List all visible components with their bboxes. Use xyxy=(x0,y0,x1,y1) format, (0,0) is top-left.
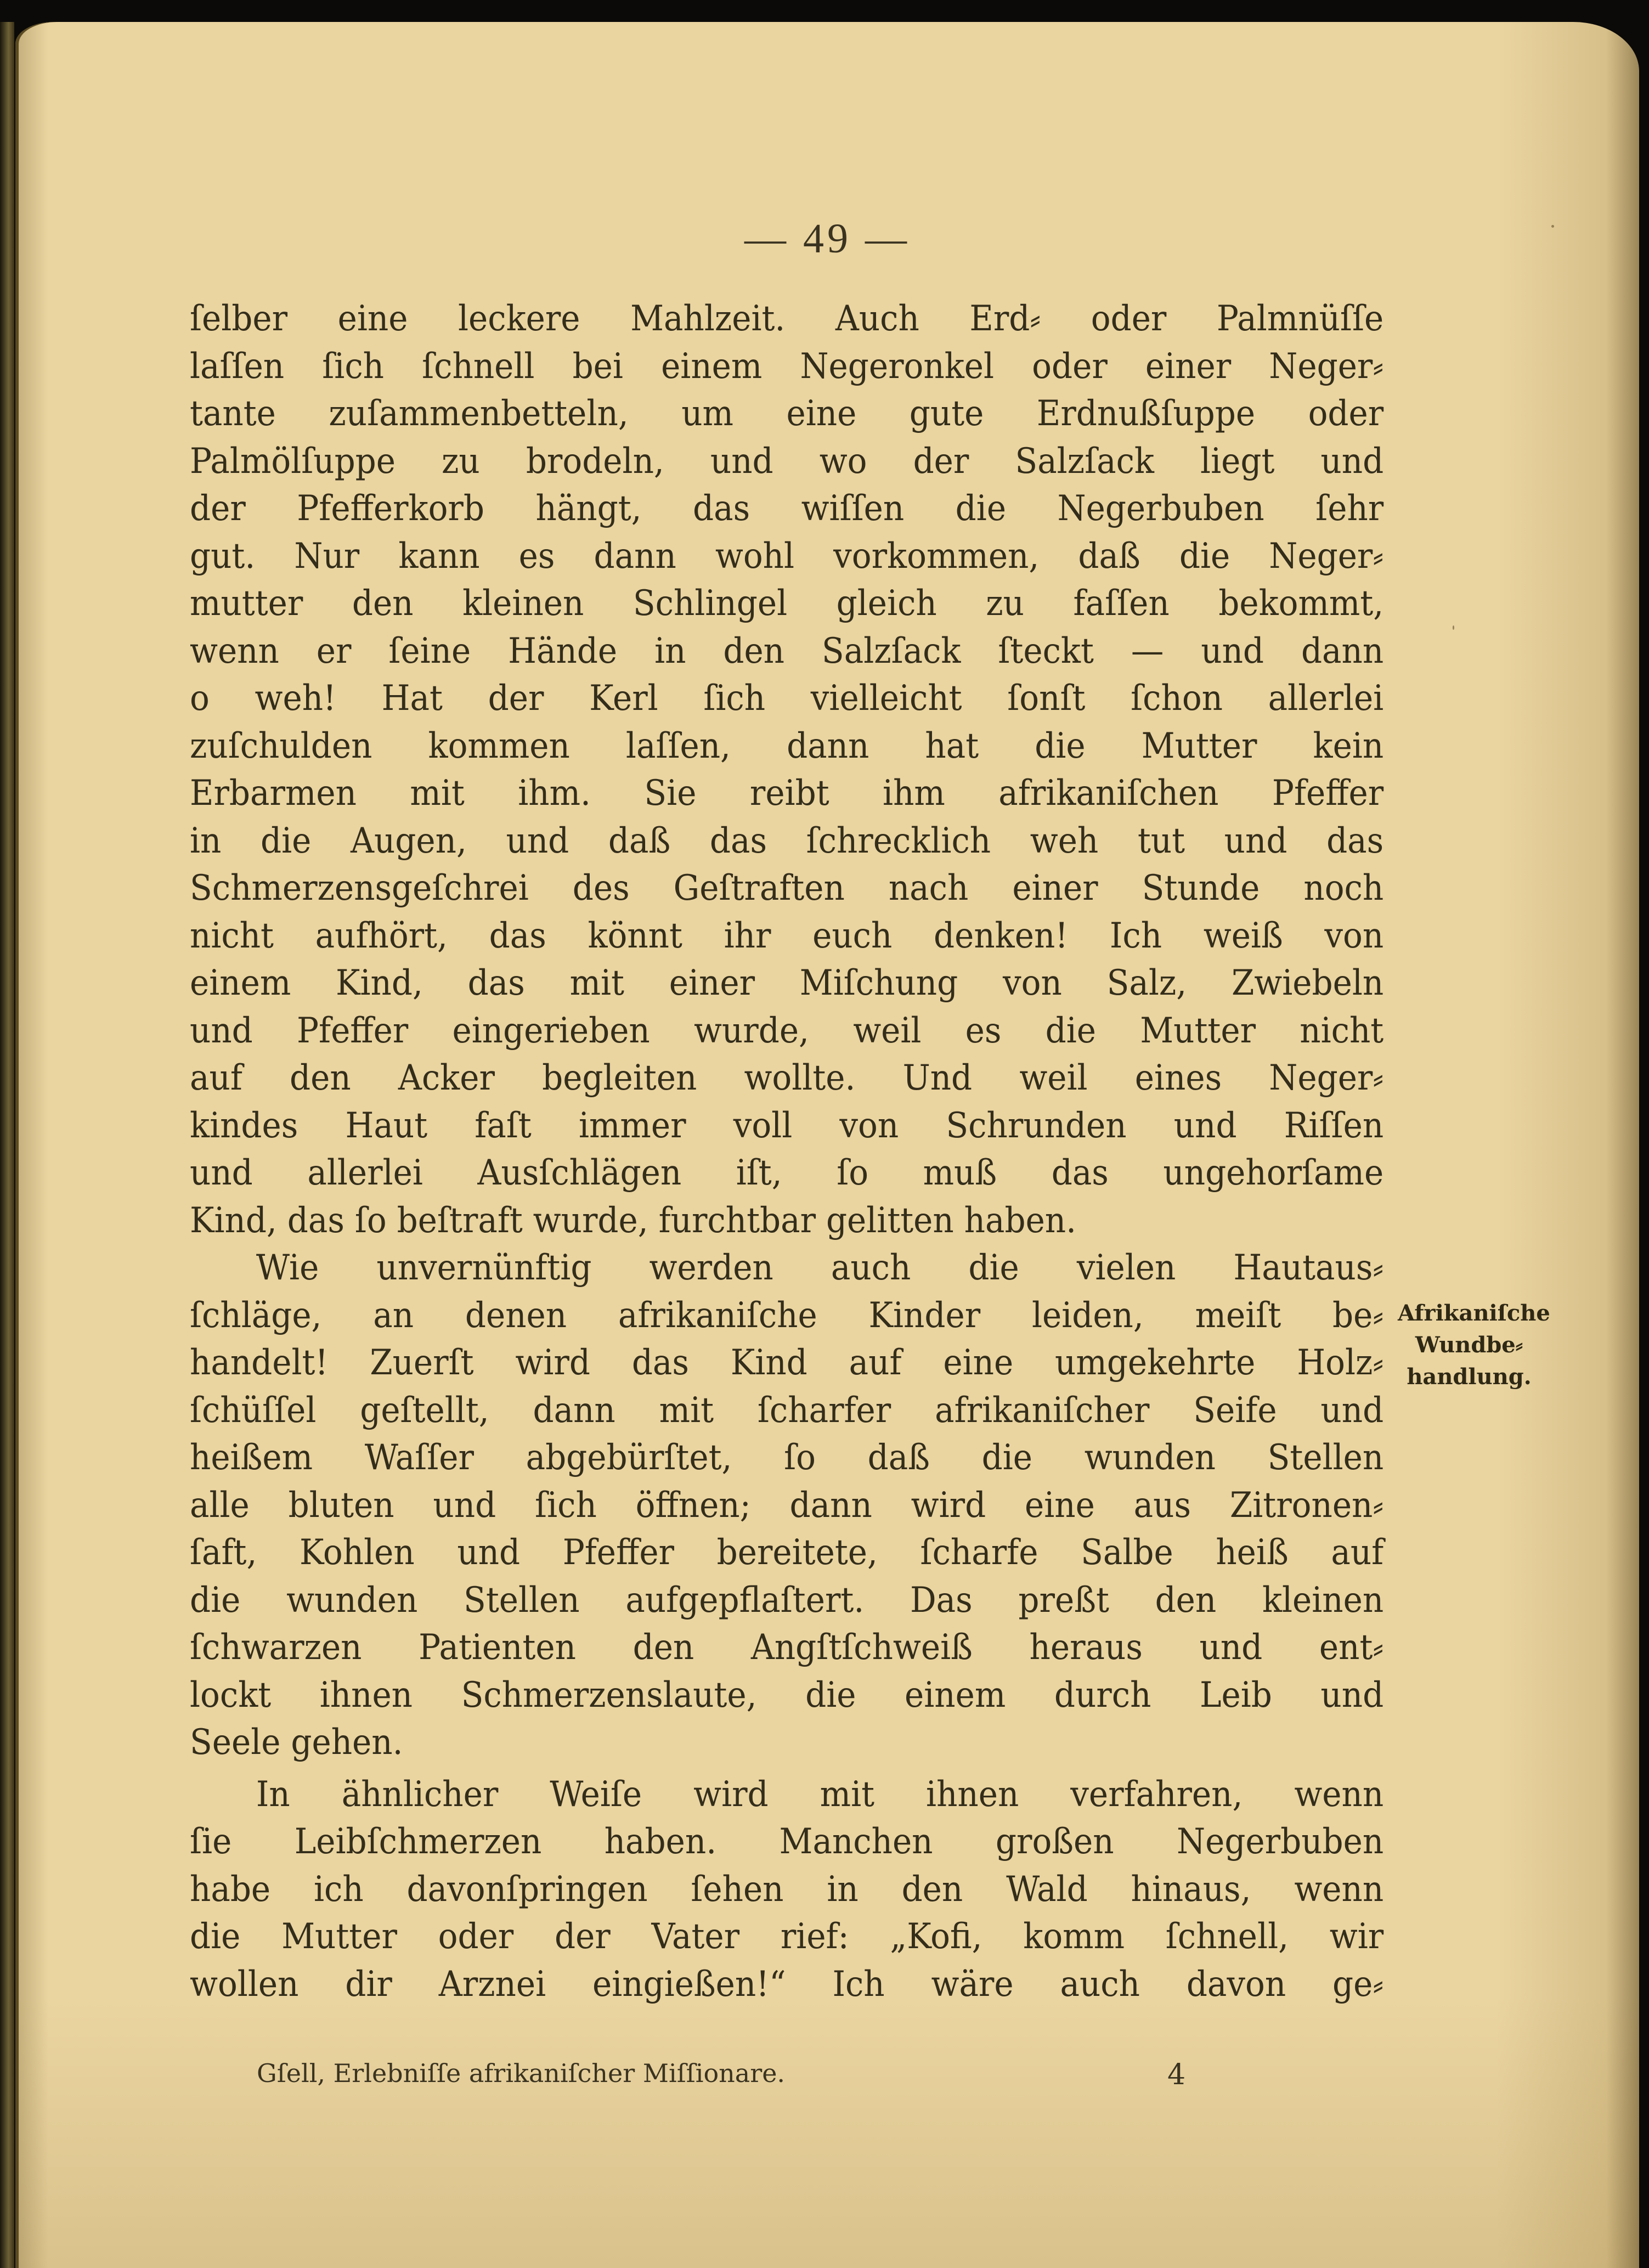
text-line: habe ich davonſpringen ſehen in den Wald hinaus, wenn xyxy=(190,1869,1384,1910)
text-line: nicht aufhört, das könnt ihr euch denken! Ich weiß von xyxy=(190,915,1384,956)
text-line: wenn er ſeine Hände in den Salzſack ſteckt — und dann xyxy=(190,630,1384,672)
text-line: ſchläge, an denen afrikaniſche Kinder leiden, meiſt be⸗ xyxy=(190,1295,1384,1336)
text-line: der Pfefferkorb hängt, das wiſſen die Negerbuben ſehr xyxy=(190,488,1384,529)
paper-speck xyxy=(1551,225,1554,228)
text-line: mutter den kleinen Schlingel gleich zu faſſen bekommt, xyxy=(190,583,1384,624)
text-line: in die Augen, und daß das ſchrecklich weh tut und das xyxy=(190,820,1384,861)
text-line: ſaft, Kohlen und Pfeffer bereitete, ſcharfe Salbe heiß auf xyxy=(190,1532,1384,1573)
text-line: einem Kind, das mit einer Miſchung von Salz, Zwiebeln xyxy=(190,963,1384,1003)
text-line: Erbarmen mit ihm. Sie reibt ihm afrikaniſchen Pfeffer xyxy=(190,773,1384,814)
text-line: ſchwarzen Patienten den Angſtſchweiß heraus und ent⸗ xyxy=(190,1627,1384,1668)
text-line: ſchüſſel geſtellt, dann mit ſcharfer afrikaniſcher Seife und xyxy=(190,1390,1384,1431)
text-line: Kind, das ſo beſtraft wurde, furchtbar gelitten haben. xyxy=(190,1200,1077,1241)
text-line: auf den Acker begleiten wollte. Und weil eines Neger⸗ xyxy=(190,1058,1384,1098)
margin-note-line: handlung. xyxy=(1407,1364,1532,1390)
text-line: Schmerzensgeſchrei des Geſtraften nach einer Stunde noch xyxy=(190,868,1384,909)
text-line: Palmölſuppe zu brodeln, und wo der Salzſack liegt und xyxy=(190,441,1384,482)
page-footer xyxy=(257,2058,1244,2102)
text-line: ſie Leibſchmerzen haben. Manchen großen Negerbuben xyxy=(190,1821,1384,1862)
text-line: kindes Haut faſt immer voll von Schrunden und Riſſen xyxy=(190,1105,1384,1146)
book-spine-edge xyxy=(0,22,14,2268)
text-line: wollen dir Arznei eingießen!“ Ich wäre auch davon ge⸗ xyxy=(190,1964,1384,2005)
text-line: gut. Nur kann es dann wohl vorkommen, daß die Neger⸗ xyxy=(190,535,1384,577)
margin-note-line: Afrikaniſche xyxy=(1398,1300,1550,1326)
footer-signature-title: Gſell, Erlebniſſe afrikaniſcher Miſſionare. xyxy=(257,2058,786,2088)
text-line: zuſchulden kommen laſſen, dann hat die Mutter kein xyxy=(190,725,1384,766)
paper-speck xyxy=(1453,625,1454,630)
text-line: Seele gehen. xyxy=(190,1722,403,1763)
text-line: laſſen ſich ſchnell bei einem Negeronkel oder einer Neger⸗ xyxy=(190,346,1384,387)
text-line: und Pfeffer eingerieben wurde, weil es die Mutter nicht xyxy=(190,1010,1384,1051)
text-line: die wunden Stellen aufgepflaſtert. Das preßt den kleinen xyxy=(190,1579,1384,1621)
paragraph-3 xyxy=(190,1771,1383,2009)
book-page xyxy=(15,22,1639,2268)
text-line: heißem Waſſer abgebürſtet, ſo daß die wunden Stellen xyxy=(190,1437,1384,1478)
text-line: ſelber eine leckere Mahlzeit. Auch Erd⸗ oder Palmnüſſe xyxy=(190,298,1384,339)
paragraph-1 xyxy=(190,295,1383,1244)
margin-note xyxy=(1398,1297,1550,1393)
text-line: und allerlei Ausſchlägen iſt, ſo muß das ungehorſame xyxy=(190,1153,1384,1193)
text-line: die Mutter oder der Vater rief: „Kofi, komm ſchnell, wir xyxy=(190,1916,1384,1957)
page-number: — 49 — xyxy=(744,216,910,262)
text-line: lockt ihnen Schmerzenslaute, die einem durch Leib und xyxy=(190,1674,1384,1716)
text-line: o weh! Hat der Kerl ſich vielleicht ſonſt ſchon allerlei xyxy=(190,678,1384,719)
margin-note-line: Wundbe⸗ xyxy=(1415,1332,1523,1358)
text-line: alle bluten und ſich öffnen; dann wird eine aus Zitronen⸗ xyxy=(190,1485,1384,1526)
text-line: Wie unvernünftig werden auch die vielen Hautaus⸗ xyxy=(256,1248,1384,1288)
body-text xyxy=(190,295,1383,2008)
text-line: handelt! Zuerſt wird das Kind auf eine umgekehrte Holz⸗ xyxy=(190,1342,1384,1383)
text-line: tante zuſammenbetteln, um eine gute Erdnußſuppe oder xyxy=(190,393,1384,434)
footer-signature-mark: 4 xyxy=(1167,2058,1186,2091)
text-line: In ähnlicher Weiſe wird mit ihnen verfahren, wenn xyxy=(256,1774,1384,1815)
paragraph-2 xyxy=(190,1244,1383,1767)
